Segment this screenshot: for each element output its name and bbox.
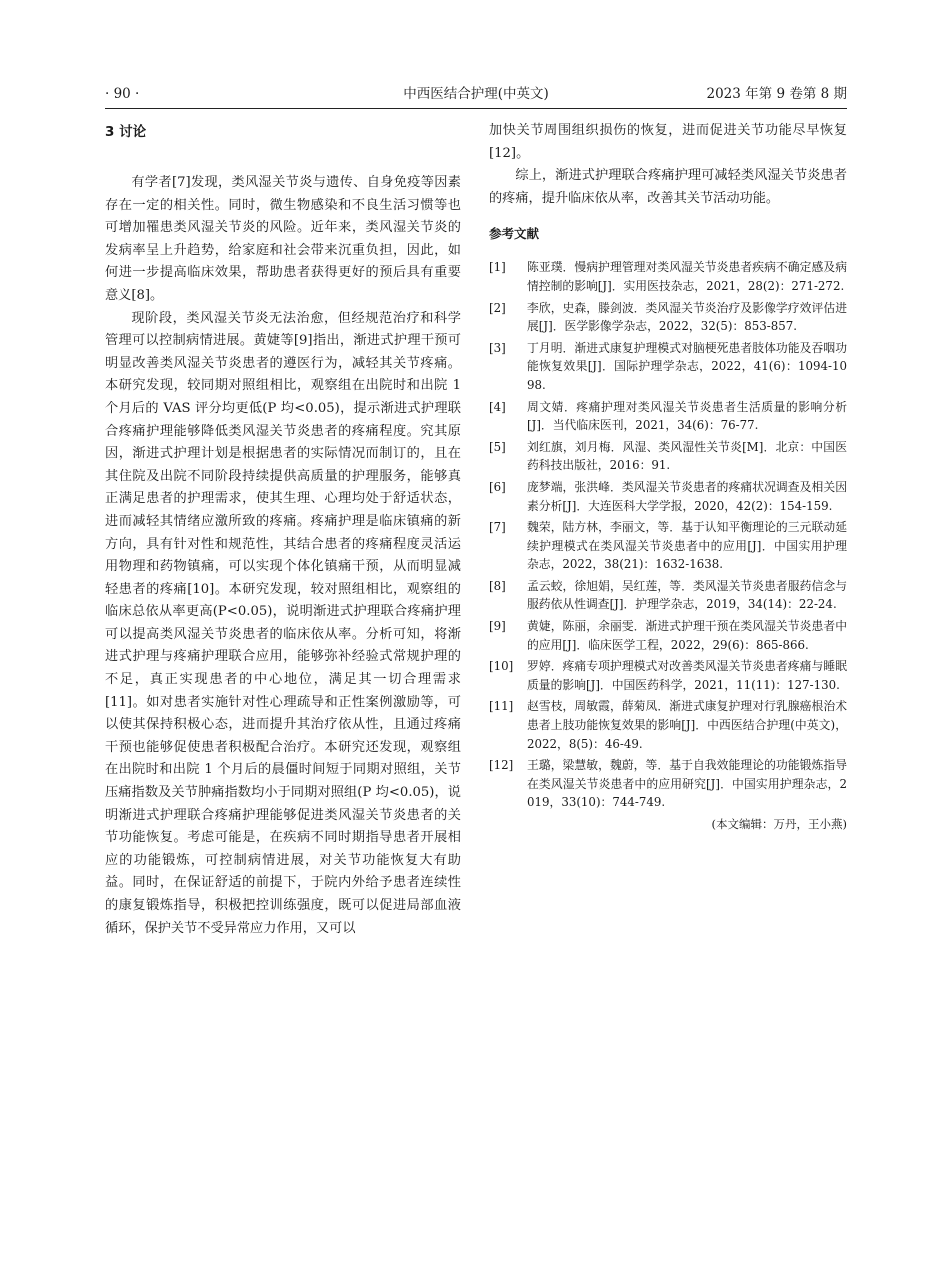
reference-text: 丁月明．渐进式康复护理模式对脑梗死患者肢体功能及吞咽功能恢复效果[J]．国际护理学杂志，2022，41(6)：1094-1098. [527, 340, 847, 392]
reference-number: [9] [489, 619, 506, 634]
paragraph: 有学者[7]发现，类风湿关节炎与遗传、自身免疫等因素存在一定的相关性。同时，微生物感染和不良生活习惯等也可增加罹患类风湿关节炎的风险。近年来，类风湿关节炎的发病率呈上升趋势，给家庭和社会带来沉重负担，因此，如何进一步提高临床效果，帮助患者获得更好的预后具有重要意义[8]。 [105, 175, 461, 303]
reference-item [489, 617, 847, 654]
paragraph: 综上，渐进式护理联合疼痛护理可减轻类风湿关节炎患者的疼痛，提升临床依从率，改善其关节活动功能。 [489, 168, 847, 206]
discussion-body-right [489, 120, 847, 210]
section-heading-discussion: 3 讨论 [105, 124, 147, 140]
heading-spacer [105, 144, 461, 172]
reference-item [489, 398, 847, 435]
reference-number: [8] [489, 578, 506, 593]
reference-number: [6] [489, 479, 506, 494]
reference-item [489, 756, 847, 812]
reference-text: 王璐，梁慧敏，魏蔚，等．基于自我效能理论的功能锻炼指导在类风湿关节炎患者中的应用研究[J]．中国实用护理杂志，2019，33(10)：744-749. [527, 758, 847, 810]
reference-text: 庞梦端，张洪峰．类风湿关节炎患者的疼痛状况调查及相关因素分析[J]．大连医科大学学报，2020，42(2)：154-159. [527, 479, 847, 513]
editor-note: (本文编辑：万丹，王小燕) [711, 817, 847, 831]
reference-item [489, 258, 847, 295]
reference-text: 周文婧．疼痛护理对类风湿关节炎患者生活质量的影响分析[J]．当代临床医刊，2021，34(6)：76-77. [527, 399, 847, 433]
paragraph-continued: 加快关节周围组织损伤的恢复，进而促进关节功能尽早恢复[12]。 [489, 123, 847, 161]
reference-number: [3] [489, 340, 506, 355]
reference-text: 刘红旗，刘月梅．风湿、类风湿性关节炎[M]．北京：中国医药科技出版社，2016：91. [527, 439, 847, 473]
reference-text: 孟云蛟，徐旭娟，吴红莲，等．类风湿关节炎患者服药信念与服药依从性调查[J]．护理学杂志，2019，34(14)：22-24. [527, 578, 847, 612]
reference-item [489, 339, 847, 395]
reference-number: [2] [489, 300, 506, 315]
reference-item [489, 438, 847, 475]
reference-number: [5] [489, 439, 506, 454]
reference-item [489, 478, 847, 515]
reference-text: 魏荣，陆方林，李丽文，等．基于认知平衡理论的三元联动延续护理模式在类风湿关节炎患者中的应用[J]．中国实用护理杂志，2022，38(21)：1632-1638. [527, 520, 847, 572]
reference-text: 黄婕，陈丽，余丽雯．渐进式护理干预在类风湿关节炎患者中的应用[J]．临床医学工程，2022，29(6)：865-866. [527, 619, 847, 652]
reference-list [489, 258, 847, 812]
header-rule [105, 108, 847, 109]
discussion-body-left [105, 172, 461, 940]
paragraph: 现阶段，类风湿关节炎无法治愈，但经规范治疗和科学管理可以控制病情进展。黄婕等[9]指出，渐进式护理干预可明显改善类风湿关节炎患者的遵医行为，减轻其关节疼痛。本研究发现，较同期对照组相比，观察组在出院时和出院 1 个月后的 VAS 评分均更低(P 均<0.05)，提示渐进式护理联合疼痛护理能够降低类风湿关节炎患者的疼痛程度。究其原因，渐进式护理计划是根据患者的实际情况而制订的，且在其住院及出院不同阶段持续提供高质量的护理服务，能够真正满足患者的护理需求，使其生理、心理均处于舒适状态，进而减轻其情绪应激所致的疼痛。疼痛护理是临床镇痛的新方向，具有针对性和规范性，其结合患者的疼痛程度灵活运用物理和药物镇痛，可以实现个体化镇痛干预，从而明显减轻患者的疼痛[10]。本研究发现，较对照组相比，观察组的临床总依从率更高(P<0.05)，说明渐进式护理联合疼痛护理可以提高类风湿关节炎患者的临床依从率。分析可知，将渐进式护理与疼痛护理联合应用，能够弥补经验式常规护理的不足，真正实现患者的中心地位，满足其一切合理需求[11]。如对患者实施针对性心理疏导和正性案例激励等，可以使其保持积极心态，进而提升其治疗依从性，且通过疼痛干预也能够促使患者积极配合治疗。本研究还发现，观察组在出院时和出院 1 个月后的晨僵时间短于同期对照组，关节压痛指数及关节肿痛指数均小于同期对照组(P 均<0.05)，说明渐进式护理联合疼痛护理能够促进类风湿关节炎患者的关节功能恢复。考虑可能是，在疾病不同时期指导患者开展相应的功能锻炼，可控制病情进展，对关节功能恢复大有助益。同时，在保证舒适的前提下，于院内外给予患者连续性的康复锻炼指导，积极把控训练强度，既可以促进局部血液循环，保护关节不受异常应力作用，又可以 [105, 310, 461, 936]
reference-item [489, 697, 847, 753]
reference-text: 罗婷．疼痛专项护理模式对改善类风湿关节炎患者疼痛与睡眠质量的影响[J]．中国医药科学，2021，11(11)：127-130. [527, 659, 847, 692]
reference-item [489, 299, 847, 336]
reference-number: [12] [489, 758, 514, 773]
right-column [489, 120, 847, 833]
references-heading: 参考文献 [489, 226, 540, 242]
reference-number: [1] [489, 260, 506, 275]
journal-name: 中西医结合护理(中英文) [403, 86, 549, 102]
reference-item [489, 518, 847, 574]
reference-item [489, 657, 847, 694]
reference-text: 陈亚璞．慢病护理管理对类风湿关节炎患者疾病不确定感及病情控制的影响[J]．实用医技杂志，2021，28(2)：271-272. [527, 260, 847, 293]
running-header [105, 83, 847, 105]
reference-number: [10] [489, 659, 514, 674]
reference-text: 赵雪枝，周敏霞，薛菊凤．渐进式康复护理对行乳腺癌根治术患者上肢功能恢复效果的影响[J]．中西医结合护理(中英文)，2022，8(5)：46-49. [527, 699, 847, 751]
reference-number: [7] [489, 520, 506, 535]
page-number: · 90 · [105, 86, 140, 102]
issue-info: 2023 年第 9 卷第 8 期 [706, 86, 847, 102]
reference-number: [4] [489, 399, 506, 414]
reference-number: [11] [489, 699, 514, 714]
reference-text: 李欣，史森，滕剑波．类风湿关节炎治疗及影像学疗效评估进展[J]．医学影像学杂志，2022，32(5)：853-857. [527, 300, 847, 334]
left-column [105, 120, 461, 940]
reference-item [489, 577, 847, 614]
